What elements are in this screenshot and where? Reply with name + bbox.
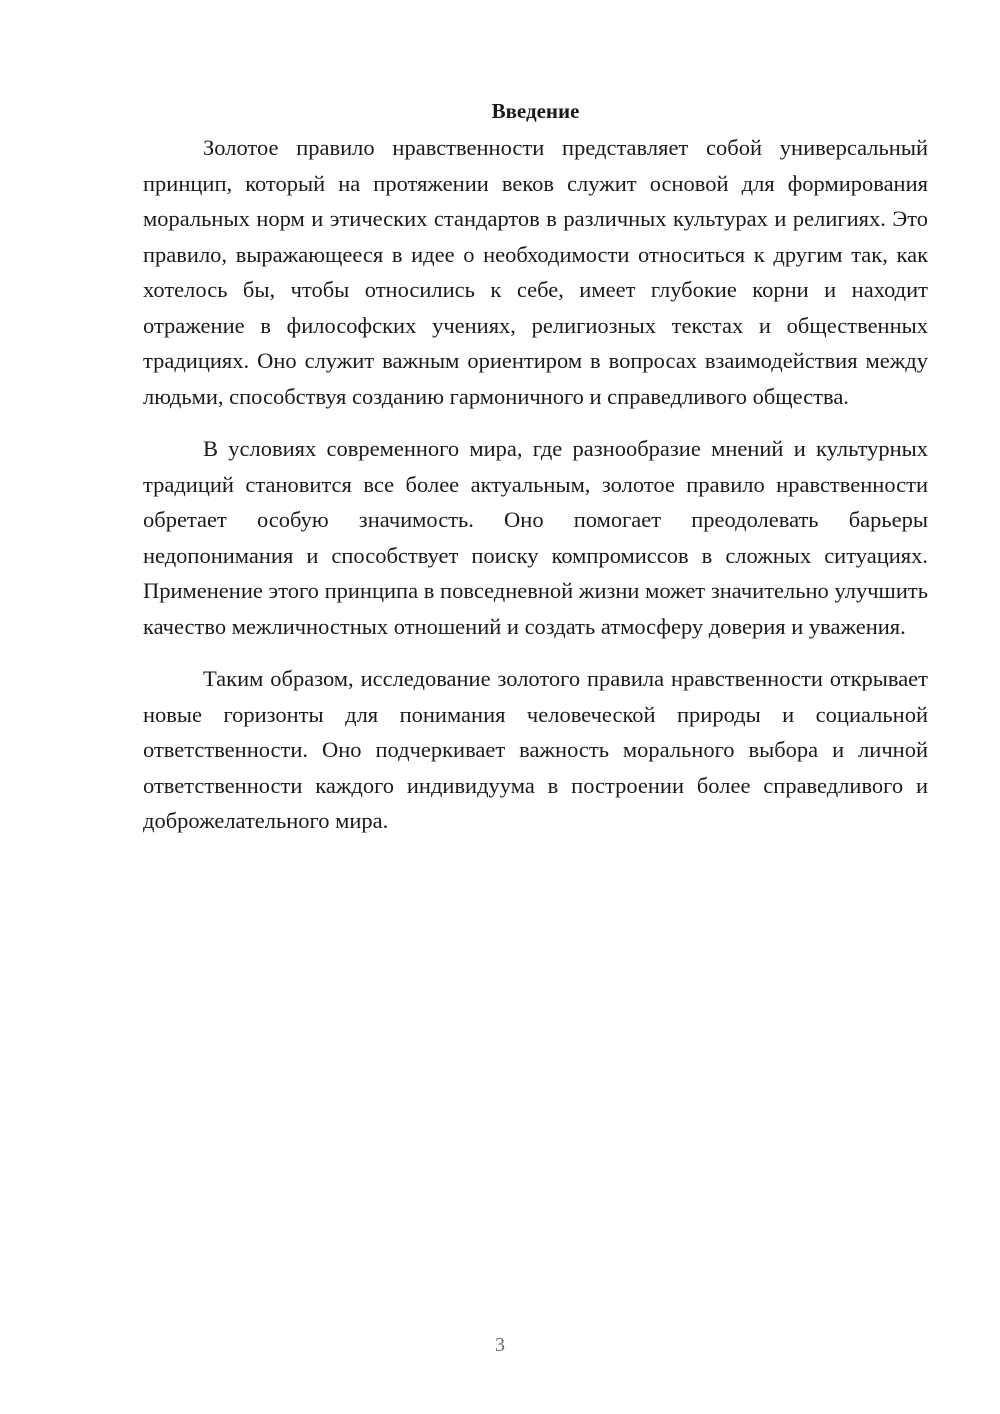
section-title: Введение	[491, 99, 580, 123]
page-number: 3	[495, 1334, 505, 1356]
paragraph-2: В условиях современного мира, где разнообразие мнений и культурных традиций становится все более актуальным, золотое правило нравственности обретает особую значимость. Оно помогает преодолевать барьеры недопонимания и способствует поиску компромиссов в сложных ситуациях. Применение этого принципа в повседневной жизни может значительно улучшить качество межличностных отношений и создать атмосферу доверия и уважения.	[143, 436, 928, 639]
paragraph-3: Таким образом, исследование золотого правила нравственности открывает новые горизонты для понимания человеческой природы и социальной ответственности. Оно подчеркивает важность морального выбора и личной ответственности каждого индивидуума в построении более справедливого и доброжелательного мира.	[143, 666, 928, 833]
page-content	[143, 96, 928, 856]
paragraph-1: Золотое правило нравственности представляет собой универсальный принцип, который на протяжении веков служит основой для формирования моральных норм и этических стандартов в различных культурах и религиях. Это правило, выражающееся в идее о необходимости относиться к другим так, как хотелось бы, чтобы относились к себе, имеет глубокие корни и находит отражение в философских учениях, религиозных текстах и общественных традициях. Оно служит важным ориентиром в вопросах взаимодействия между людьми, способствуя созданию гармоничного и справедливого общества.	[143, 135, 928, 409]
